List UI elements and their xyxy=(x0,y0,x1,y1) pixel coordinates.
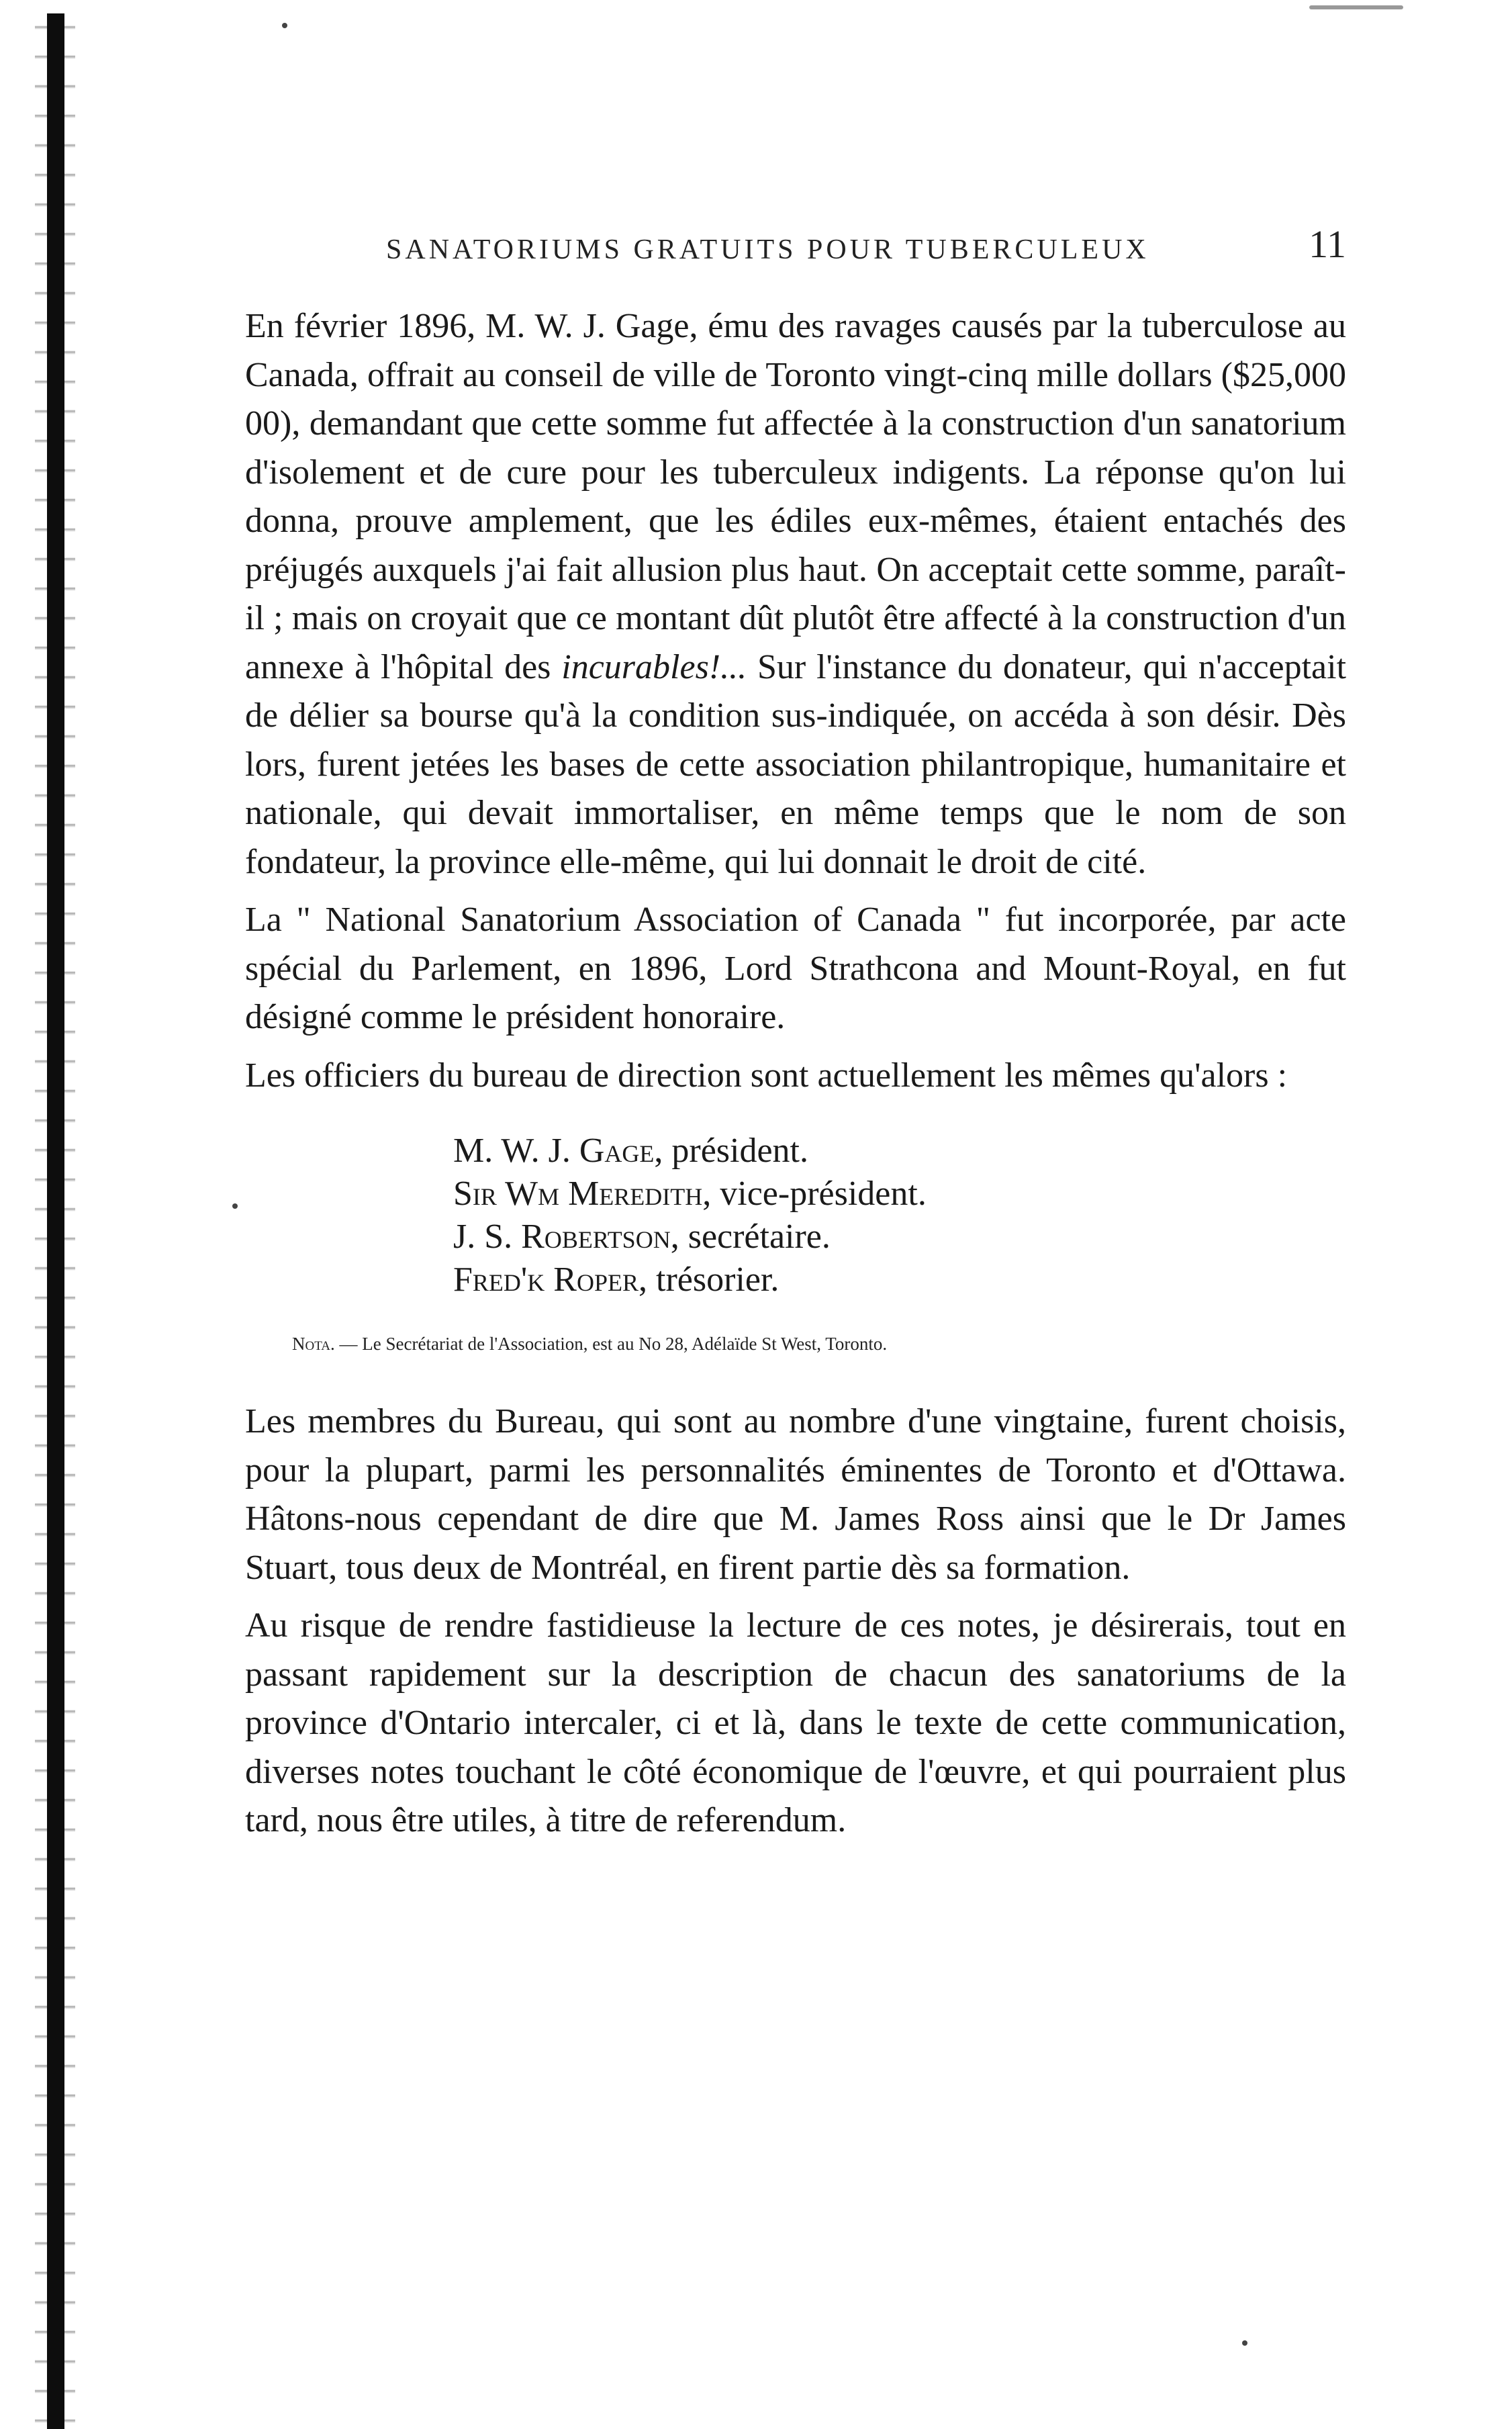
officer-name: J. S. Robertson, xyxy=(453,1218,679,1256)
paragraph-officers-intro xyxy=(245,1052,1346,1101)
officer-name: Sir Wm Meredith, xyxy=(453,1175,712,1213)
scan-speck xyxy=(1309,5,1403,9)
paragraph-incorporation xyxy=(245,896,1346,1042)
paragraph-text: Sur l'instance du donateur, qui n'acceptait de délier sa bourse qu'à la condition sus-indiquée, on accéda à son désir. Dès lors, furent jetées les bases de cette association philantropique, humanitaire et nationale, qui devait immortaliser, en même temps que le nom de son fondateur, la province elle-même, qui lui donnait le droit de cité. xyxy=(245,647,1347,881)
footnote-text: — Le Secrétariat de l'Association, est au No 28, Adélaïde St West, Toronto. xyxy=(339,1334,888,1354)
italic-text: incurables!... xyxy=(561,647,747,686)
page-body xyxy=(245,222,1346,1845)
officer-entry xyxy=(453,1258,1346,1301)
paragraph-text: La " National Sanatorium Association of Canada " fut incorporée, par acte spécial du Parlement, en 1896, Lord Strathcona and Mount-Royal, en fut désigné comme le président honoraire. xyxy=(245,901,1346,1036)
officer-name: M. W. J. Gage, xyxy=(453,1132,663,1170)
officer-role: secrétaire. xyxy=(688,1218,831,1256)
officer-entry xyxy=(453,1216,1346,1258)
scan-speck xyxy=(282,23,287,28)
paragraph-text: Les membres du Bureau, qui sont au nombre d'une vingtaine, furent choisis, pour la plupart, parmi les personnalités éminentes de Toronto et d'Ottawa. Hâtons-nous cependant de dire que M. James Ross ainsi que le Dr James Stuart, tous deux de Montréal, en firent partie dès sa formation. xyxy=(245,1402,1346,1587)
paragraph-gage-donation xyxy=(245,302,1346,886)
officer-role: président. xyxy=(671,1132,808,1170)
officer-entry xyxy=(453,1173,1346,1216)
officer-name: Fred'k Roper, xyxy=(453,1261,647,1299)
officer-entry xyxy=(453,1130,1346,1173)
paragraph-text: Au risque de rendre fastidieuse la lecture de ces notes, je désirerais, tout en passant rapidement sur la description de chacun des sanatoriums de la province d'Ontario intercaler, ci et là, dans le texte de cette communication, diverses notes touchant le côté économique de l'œuvre, et qui pourraient plus tard, nous être utiles, à titre de referendum. xyxy=(245,1606,1346,1839)
officer-role: trésorier. xyxy=(656,1261,779,1299)
scan-binding-edge xyxy=(47,13,64,2429)
running-head xyxy=(245,222,1346,275)
paragraph-text: Les officiers du bureau de direction sont actuellement les mêmes qu'alors : xyxy=(245,1056,1288,1095)
scan-speck xyxy=(1242,2340,1247,2346)
officers-list xyxy=(453,1130,1346,1301)
paragraph-notes-intent xyxy=(245,1602,1346,1845)
page-number: 11 xyxy=(1309,222,1346,266)
paragraph-bureau-members xyxy=(245,1397,1346,1592)
footnote-label: Nota. xyxy=(292,1334,335,1354)
running-title: SANATORIUMS GRATUITS POUR TUBERCULEUX xyxy=(386,234,1149,265)
paragraph-text: En février 1896, M. W. J. Gage, ému des ravages causés par la tuberculose au Canada, offrait au conseil de ville de Toronto vingt-cinq mille dollars ($25,000 00), demandant que cette somme fut affectée à la construction d'un sanatorium d'isolement et de cure pour les tuberculeux indigents. La réponse qu'on lui donna, prouve amplement, que les édiles eux-mêmes, étaient entachés des préjugés auxquels j'ai fait allusion plus haut. On acceptait cette somme, paraît-il ; mais on croyait que ce montant dût plutôt être affecté à la construction d'un annexe à l'hôpital des xyxy=(245,307,1346,686)
footnote xyxy=(292,1334,1346,1355)
officer-role: vice-président. xyxy=(720,1175,927,1213)
scan-speck xyxy=(232,1203,238,1209)
